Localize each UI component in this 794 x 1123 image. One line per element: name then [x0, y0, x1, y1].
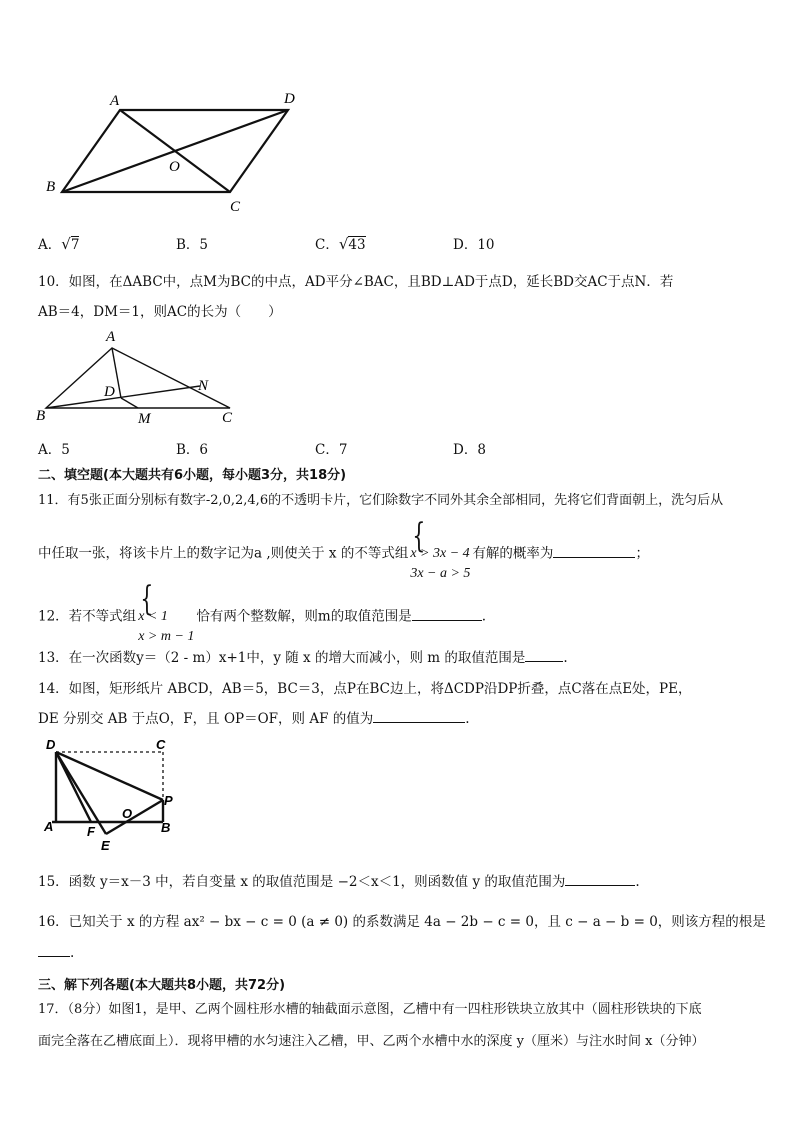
q12-ineq1: x < 1 — [138, 609, 168, 624]
label-N: N — [198, 378, 209, 394]
label-A: A — [110, 93, 120, 109]
q11-answer-blank — [553, 543, 635, 558]
q11-line2 — [38, 516, 649, 584]
label-D: D — [104, 384, 115, 400]
label-M: M — [138, 411, 151, 427]
q9-option-d: D．10 — [453, 237, 495, 253]
q15-answer-blank — [565, 871, 635, 886]
q14-line2 — [38, 707, 470, 727]
triangle-figure — [34, 328, 244, 428]
q13-line — [38, 646, 568, 666]
q12-post: 恰有两个整数解，则m的取值范围是 — [196, 608, 412, 625]
q10-line1: 10．如图，在ΔABC中，点M为BC的中点，AD平分∠BAC，且BD⊥AD于点D，延长BD交AC于点N．若 — [38, 274, 674, 290]
q10-option-a: A．5 — [38, 442, 70, 458]
q11-ineq2: 3x − a > 5 — [410, 566, 471, 581]
q17-line1: 17．（8分）如图1，是甲、乙两个圆柱形水槽的轴截面示意图，乙槽中有一四柱形铁块立放其中（圆柱形铁块的下底 — [38, 1002, 702, 1017]
q9-option-b: B．5 — [176, 237, 209, 253]
q11-line2-pre: 中任取一张，将该卡片上的数字记为a ,则使关于 x 的不等式组 — [38, 545, 409, 562]
q14-line1: 14．如图，矩形纸片 ABCD，AB＝5，BC＝3，点P在BC边上，将ΔCDP沿DP折叠，点C落在点E处，PE， — [38, 681, 692, 697]
q10-option-c: C．7 — [315, 442, 348, 458]
q12-ineq2: x > m − 1 — [138, 629, 195, 644]
section-heading-fill-in: 二、填空题(本大题共有6小题，每小题3分，共18分) — [38, 468, 347, 483]
label-C: C — [230, 199, 241, 215]
q9-option-a-label: A． — [38, 237, 62, 253]
parallelogram-figure — [30, 85, 320, 220]
q12-inequality-system: { x < 1 x > m − 1 — [138, 587, 194, 647]
label-E: E — [101, 838, 110, 853]
label-F: F — [87, 824, 95, 839]
q9-option-c: C．√43 — [315, 235, 366, 253]
q11-inequality-system: { x > 3x − 4 3x − a > 5 — [410, 524, 470, 584]
q14-tail: . — [465, 711, 470, 727]
q15-line — [38, 870, 640, 890]
q10-option-b: B．6 — [176, 442, 209, 458]
label-O: O — [122, 806, 133, 821]
q17-line2: 面完全落在乙槽底面上）．现将甲槽的水匀速注入乙槽，甲、乙两个水槽中水的深度 y（厘米）与注水时间 x（分钟） — [38, 1034, 705, 1049]
label-C: C — [156, 737, 166, 752]
q11-line1: 11．有5张正面分别标有数字-2,0,2,4,6的不透明卡片，它们除数字不同外其余全部相同，先将它们背面朝上，洗匀后从 — [38, 493, 724, 508]
q10-line2: AB＝4，DM＝1，则AC的长为（ ） — [38, 304, 282, 320]
q12-tail: . — [481, 608, 487, 625]
q12-answer-blank — [412, 606, 482, 621]
label-B: B — [46, 179, 56, 195]
q9-option-a-value: 7 — [70, 237, 80, 253]
q10-option-d: D．8 — [453, 442, 486, 458]
label-C: C — [222, 410, 233, 426]
q11-ineq1: x > 3x − 4 — [410, 546, 470, 561]
q14-answer-blank — [373, 708, 465, 723]
rectangle-fold-figure — [38, 732, 188, 857]
q13-tail: . — [563, 650, 568, 666]
q16-line: 16．已知关于 x 的方程 ax² − bx − c = 0 (a ≠ 0) 的系数满足 4a − 2b − c = 0，且 c − a − b = 0，则该方程的根是 — [38, 914, 766, 930]
label-B: B — [36, 408, 46, 424]
q15-tail: . — [635, 874, 640, 890]
label-P: P — [164, 793, 173, 808]
q16-answer-blank — [38, 942, 70, 957]
section-heading-solve: 三、解下列各题(本大题共8小题，共72分) — [38, 978, 286, 993]
q9-option-c-value: 43 — [348, 237, 366, 253]
q12-pre: 12．若不等式组 — [38, 608, 137, 625]
label-A: A — [44, 819, 54, 834]
label-A: A — [106, 329, 116, 345]
q9-option-c-label: C． — [315, 237, 339, 253]
q16-answer-line — [38, 942, 74, 961]
q13-answer-blank — [525, 647, 563, 662]
q9-option-a: A．√7 — [38, 235, 80, 253]
q11-line2-post: 有解的概率为 — [472, 545, 554, 562]
label-B: B — [161, 820, 171, 835]
label-O: O — [169, 159, 180, 175]
label-D: D — [46, 737, 56, 752]
q14-line2-text: DE 分别交 AB 于点O，F，且 OP＝OF，则 AF 的值为 — [38, 711, 374, 727]
q13-text: 13．在一次函数y＝（2 - m）x+1中，y 随 x 的增大而减小，则 m 的取值范围是 — [38, 650, 526, 666]
q12-line — [38, 579, 487, 647]
q11-tail: ； — [635, 545, 649, 562]
q15-text: 15．函数 y＝x－3 中，若自变量 x 的取值范围是 −2＜x＜1，则函数值 y 的取值范围为 — [38, 874, 566, 890]
q16-tail: . — [70, 945, 75, 961]
label-D: D — [284, 91, 295, 107]
